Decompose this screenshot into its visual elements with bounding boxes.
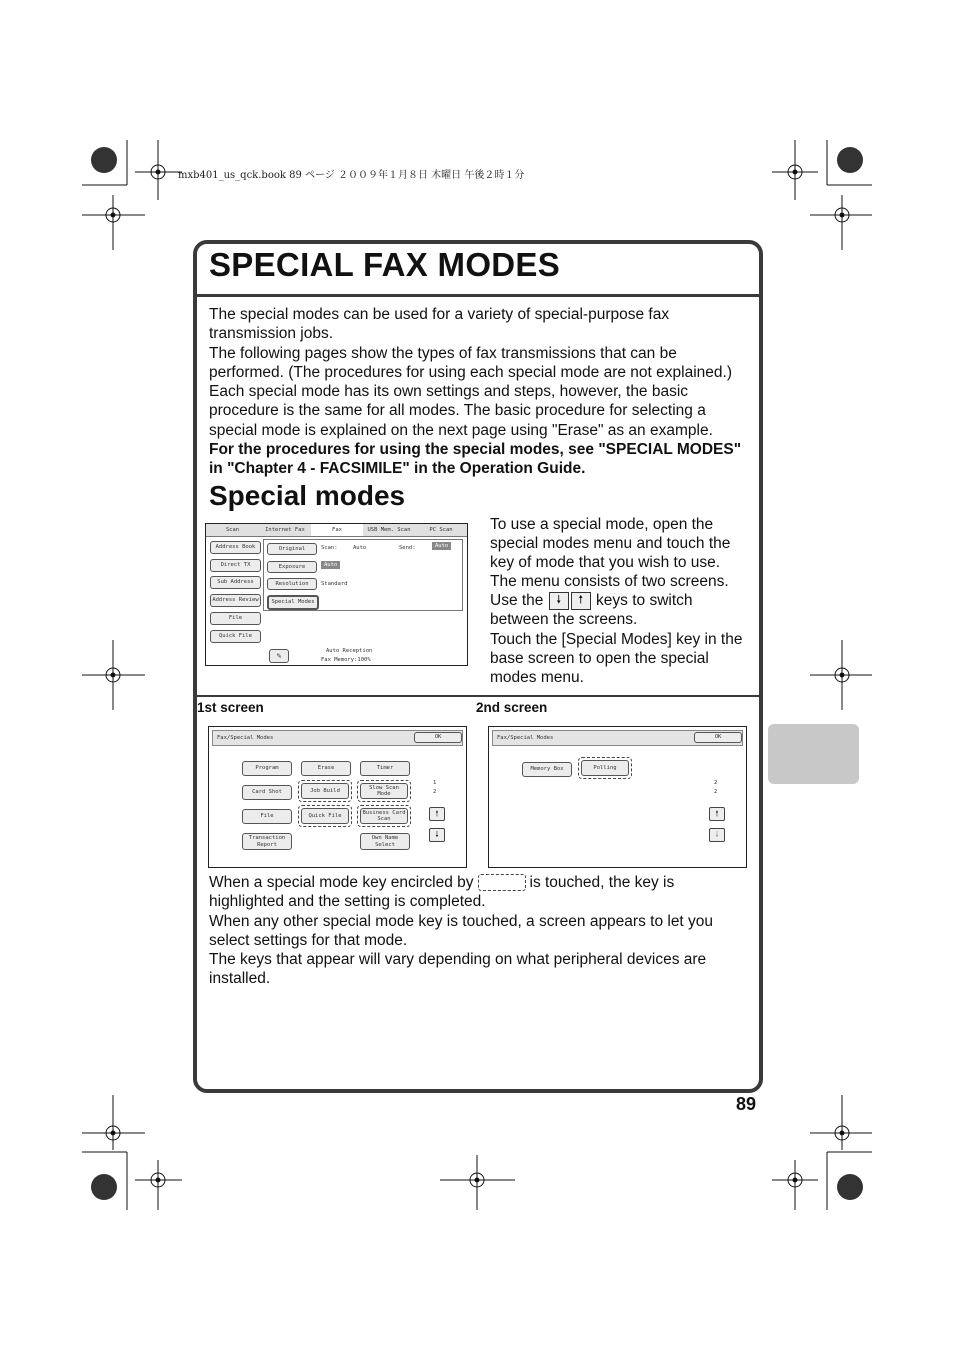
intro-p2: The following pages show the types of fax transmissions that can be performed. (The procedures for using each special mode are not explained.) [209, 344, 732, 381]
job-build-key[interactable]: Job Build [301, 783, 349, 799]
title-divider [197, 294, 759, 297]
bottom-p1b: is touched, the key is highlighted and the setting is completed. [209, 874, 675, 911]
screen1 [208, 726, 467, 868]
auto-reception: Auto Reception [326, 648, 373, 654]
quick-file-key[interactable]: Quick File [301, 808, 349, 824]
address-book-key[interactable]: Address Book [210, 541, 261, 554]
tab-bar [206, 524, 467, 537]
screen2 [488, 726, 747, 868]
screen1-page-num: 1 [433, 780, 437, 786]
exposure-auto: Auto [321, 561, 340, 569]
special-modes-key[interactable]: Special Modes [267, 595, 319, 610]
intro-p4: For the procedures for using the special modes, see "SPECIAL MODES" in "Chapter 4 - FACSIMILE" in the Operation Guide. [209, 441, 742, 478]
erase-key[interactable]: Erase [301, 761, 351, 776]
screen1-ok-button[interactable]: OK [414, 732, 462, 743]
screen1-down-arrow-icon[interactable]: 🠗 [429, 828, 445, 842]
section-divider [197, 695, 759, 697]
fax-log-icon[interactable]: ✎ [269, 649, 289, 663]
screen1-label: 1st screen [197, 700, 264, 715]
direct-tx-key[interactable]: Direct TX [210, 559, 261, 572]
tab-scan[interactable]: Scan [206, 524, 260, 536]
timer-key[interactable]: Timer [360, 761, 410, 776]
up-arrow-icon: 🠕 [571, 592, 591, 610]
sub-address-key[interactable]: Sub Address [210, 576, 261, 589]
bottom-p1 [209, 873, 749, 912]
card-shot-key[interactable]: Card Shot [242, 785, 292, 800]
tab-usb-mem-scan[interactable]: USB Mem. Scan [363, 524, 416, 536]
exposure-key[interactable]: Exposure [267, 561, 317, 573]
transaction-report-key[interactable]: Transaction Report [242, 833, 292, 850]
page-title: SPECIAL FAX MODES [209, 246, 561, 283]
original-key[interactable]: Original [267, 543, 317, 555]
section-title: Special modes [209, 480, 406, 511]
business-card-scan-key[interactable]: Business Card Scan [360, 808, 408, 824]
bottom-p2: When any other special mode key is touched, a screen appears to let you select settings for that mode. [209, 912, 714, 949]
auto-1: Auto [353, 545, 367, 551]
address-review-key[interactable]: Address Review [210, 594, 261, 607]
bottom-text [209, 873, 749, 989]
intro-text [209, 305, 749, 479]
intro-p3: Each special mode has its own settings and steps, however, the basic procedure is the same for all modes. The basic procedure for selecting a special mode is explained on the next page using "Erase" as an example. [209, 383, 713, 439]
screen2-down-arrow-icon[interactable]: 🠗 [709, 828, 725, 842]
tab-fax[interactable]: Fax [311, 524, 364, 536]
polling-key[interactable]: Polling [581, 760, 629, 776]
quick-file-key[interactable]: Quick File [210, 630, 261, 643]
memory-box-key[interactable]: Memory Box [522, 762, 572, 777]
send-label: Send: [399, 545, 416, 551]
screen1-up-arrow-icon[interactable]: 🠕 [429, 807, 445, 821]
screen1-page-den: 2 [433, 789, 437, 795]
own-name-select-key[interactable]: Own Name Select [360, 833, 410, 850]
tab-internet-fax[interactable]: Internet Fax [259, 524, 312, 536]
screen2-page-den: 2 [714, 789, 718, 795]
scan-label: Scan: [321, 545, 338, 551]
side-text-b: keys to switch between the screens. [490, 592, 693, 629]
chapter-tab [768, 724, 859, 784]
side-text-c: Touch the [Special Modes] key in the base screen to open the special modes menu. [490, 630, 743, 686]
side-text [490, 515, 750, 687]
bottom-p3: The keys that appear will vary depending on what peripheral devices are installed. [209, 951, 707, 988]
slow-scan-mode-key[interactable]: Slow Scan Mode [360, 783, 408, 799]
screen2-label: 2nd screen [476, 700, 548, 715]
dashed-frame-icon [478, 874, 526, 891]
file-key[interactable]: File [242, 809, 292, 824]
file-key[interactable]: File [210, 612, 261, 625]
resolution-key[interactable]: Resolution [267, 578, 317, 590]
intro-p1: The special modes can be used for a variety of special-purpose fax transmission jobs. [209, 306, 670, 343]
tab-pc-scan[interactable]: PC Scan [415, 524, 467, 536]
screen2-page-num: 2 [714, 780, 718, 786]
screen2-up-arrow-icon[interactable]: 🠕 [709, 807, 725, 821]
screen2-header-text: Fax/Special Modes [497, 735, 554, 741]
bottom-p1a: When a special mode key encircled by [209, 874, 474, 891]
page-number: 89 [736, 1094, 757, 1114]
auto-send: Auto [432, 542, 451, 550]
screen1-header-text: Fax/Special Modes [217, 735, 274, 741]
down-arrow-icon: 🠗 [549, 592, 569, 610]
side-text-a: To use a special mode, open the special modes menu and touch the key of mode that you wish to use. The menu consists of two screens. Use the [490, 516, 731, 610]
book-info: mxb401_us_qck.book 89 ページ ２００９年１月８日 木曜日 午後２時１分 [178, 170, 525, 181]
resolution-value: Standard [321, 581, 348, 587]
program-key[interactable]: Program [242, 761, 292, 776]
base-screen [205, 523, 468, 666]
fax-memory: Fax Memory:100% [321, 657, 371, 663]
screen2-ok-button[interactable]: OK [694, 732, 742, 743]
